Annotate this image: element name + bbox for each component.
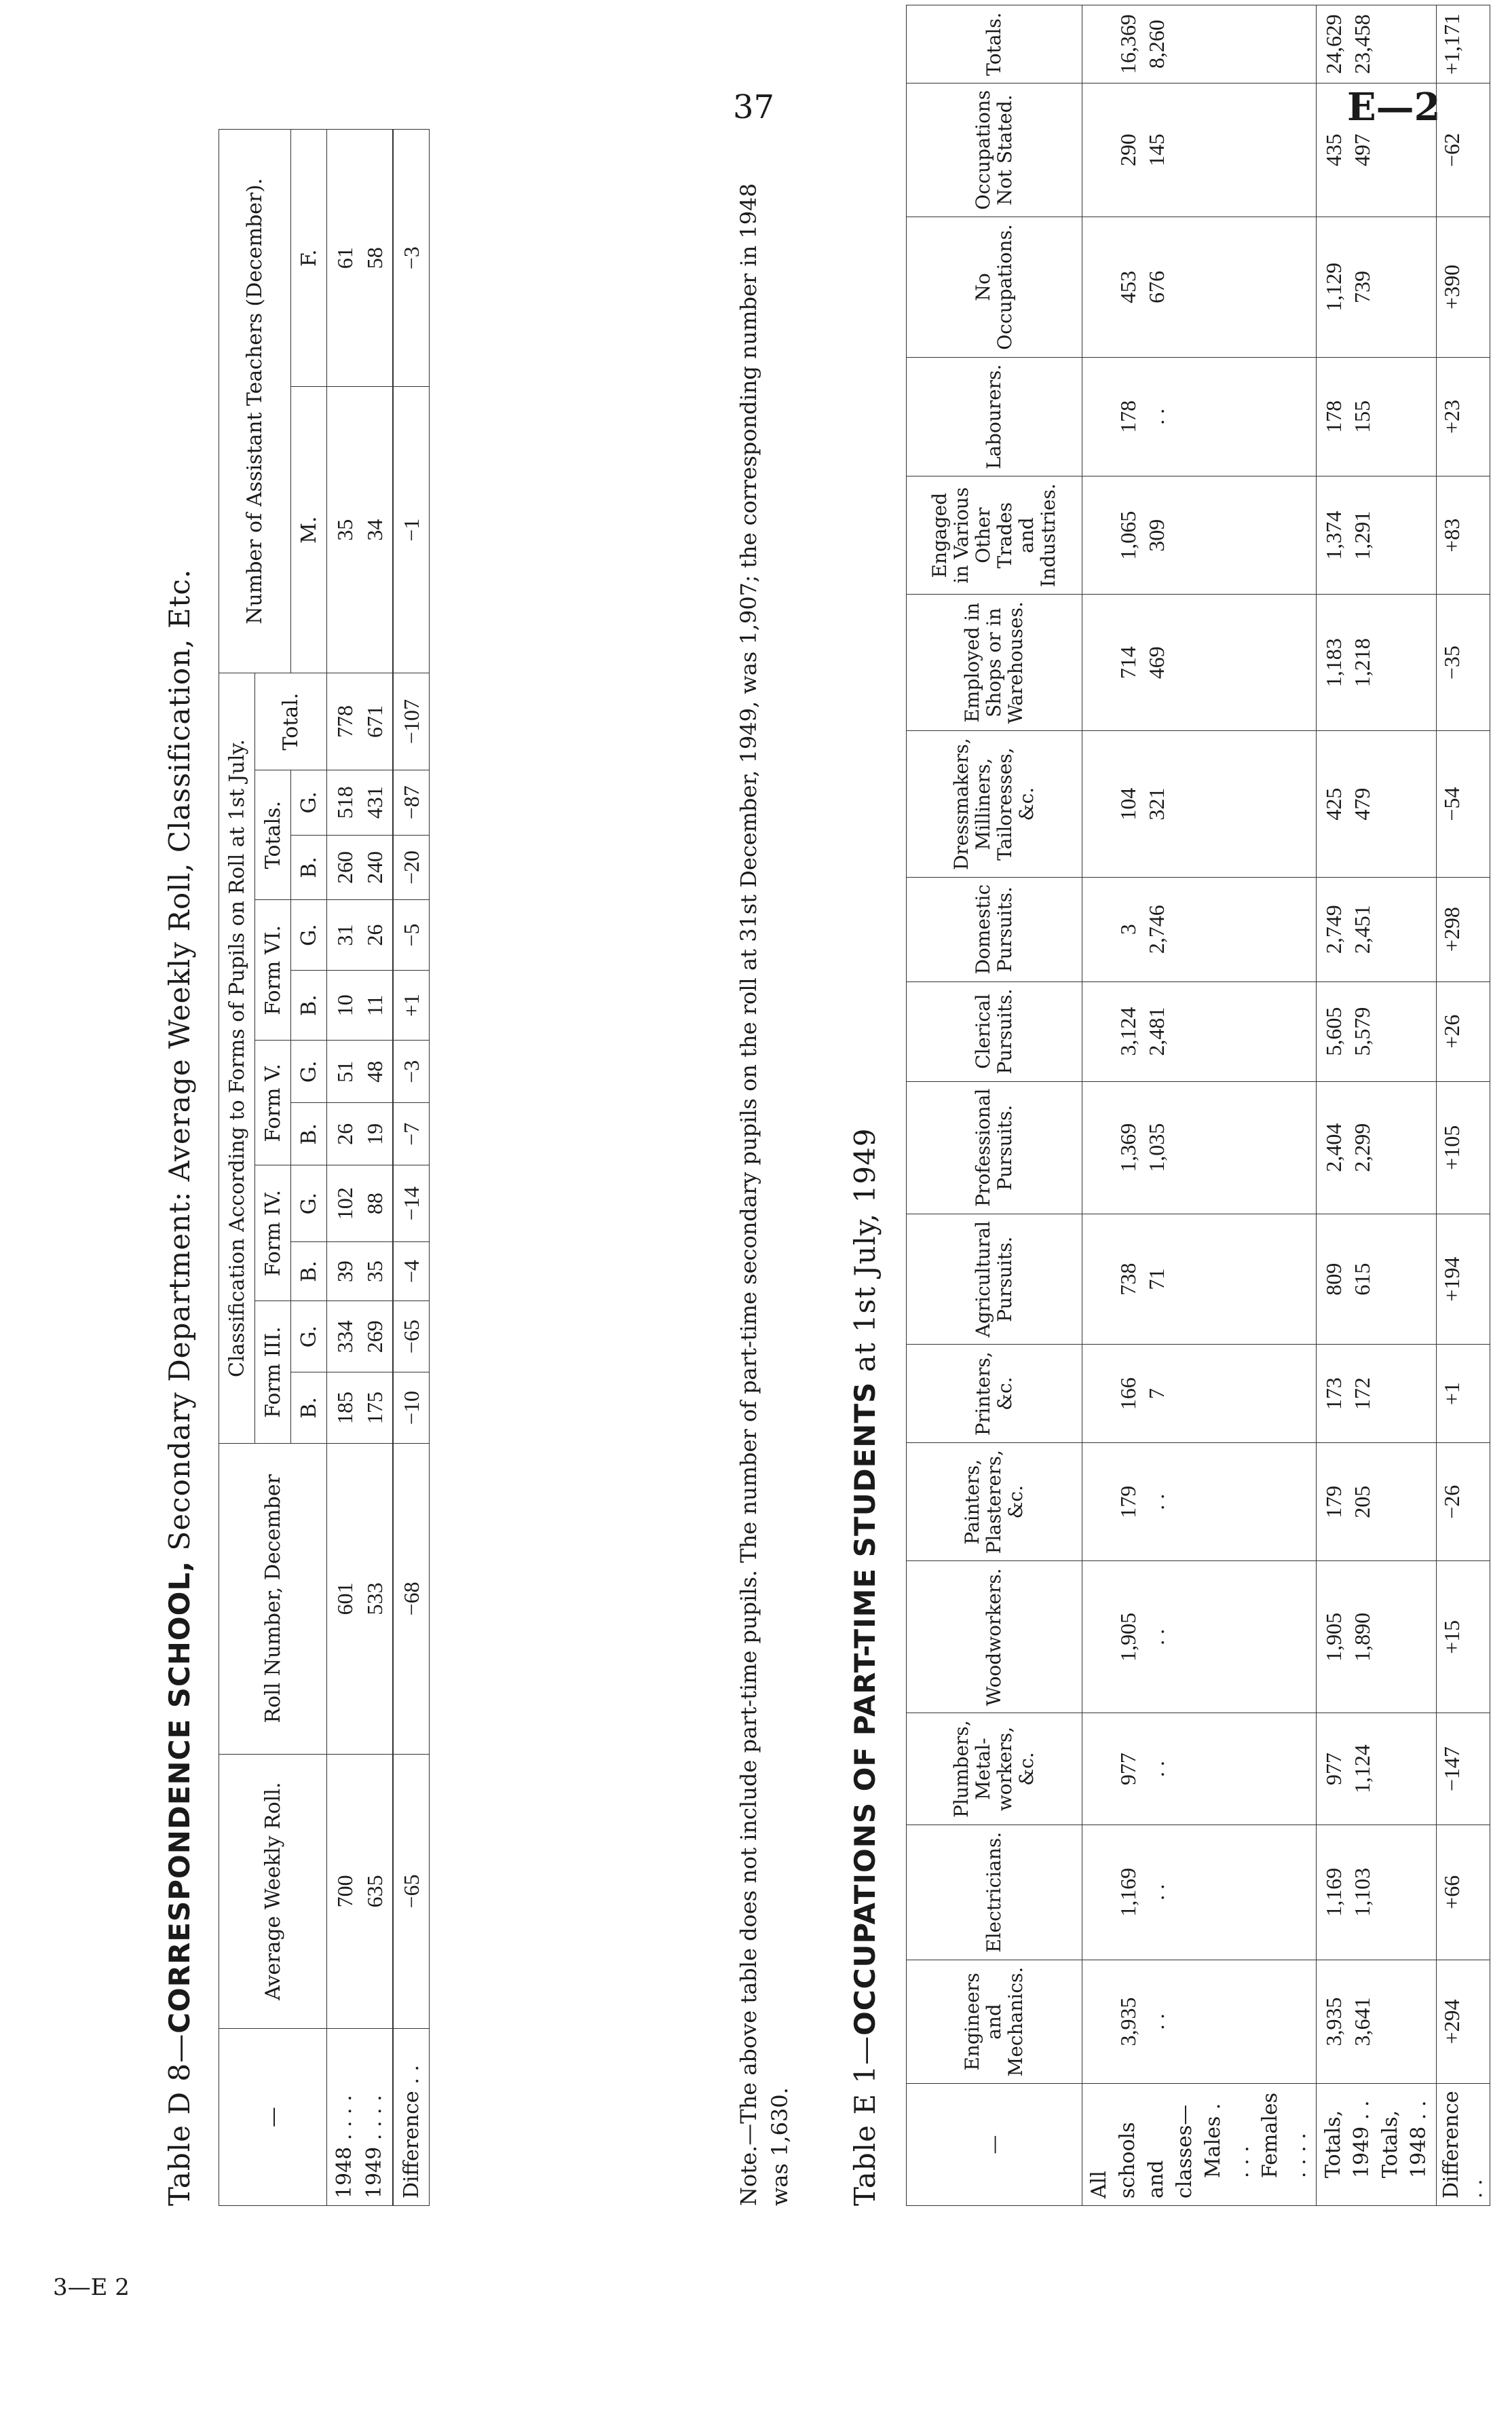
d8-f-header: F. [291,130,327,387]
d8-form3-header: Form III. [255,1301,291,1444]
d8-cell: 260 240 [327,835,394,900]
e1-cell: 1,905 . . [1082,1561,1317,1713]
d8-row-labels [327,2029,394,2206]
d8-row-label: 1949 . . . . [362,2095,386,2199]
table-e1-title [848,1127,882,2206]
e1-cell: −35 [1437,595,1490,731]
d8-cell: 102 88 [327,1165,394,1242]
d8-cell: 601 533 [327,1444,394,1755]
table-d8-label: Table D 8— [163,2033,196,2206]
e1-cell: +23 [1437,357,1490,476]
e1-cell: 179 . . [1082,1443,1317,1561]
d8-cell: 31 26 [327,900,394,971]
d8-cell: −1 [393,387,430,673]
table-row [1437,5,1490,2206]
e1-col-header: Engineers and Mechanics. [907,1960,1082,2084]
e1-cell: 1,169 . . [1082,1825,1317,1960]
e1-cell: 166 7 [1082,1345,1317,1443]
d8-g-header: G. [291,1301,327,1372]
table-row [1082,5,1317,2206]
d8-roll-number-header: Roll Number, December [219,1444,327,1755]
d8-cell: 10 11 [327,970,394,1041]
e1-col-header: Totals. [907,5,1082,83]
table-d8-title [163,569,196,2206]
d8-form4-header: Form IV. [255,1165,291,1301]
e1-cell: +1,171 [1437,5,1490,83]
e1-cell: 1,129 739 [1317,217,1437,357]
e1-cell: 977 . . [1082,1713,1317,1825]
d8-b-header: B. [291,1103,327,1165]
page-code: E—2 [1347,85,1441,130]
e1-cell: +83 [1437,476,1490,595]
d8-b-header: B. [291,970,327,1041]
d8-row-label: 1948 . . . . [333,2095,356,2199]
e1-cell: 290 145 [1082,83,1317,217]
d8-cell: 518 431 [327,770,394,835]
table-row [393,130,430,2206]
d8-b-header: B. [291,835,327,900]
table-e1-label: Table E 1— [848,2035,882,2206]
e1-cell: 178 . . [1082,357,1317,476]
e1-cell: 714 469 [1082,595,1317,731]
d8-difference-label: Difference . . [393,2029,430,2206]
d8-g-header: G. [291,900,327,971]
d8-cell: −65 [393,1754,430,2028]
e1-cell: −147 [1437,1713,1490,1825]
e1-cell: 3,935 3,641 [1317,1960,1437,2084]
e1-cell: 453 676 [1082,217,1317,357]
d8-cell: −10 [393,1372,430,1444]
e1-cell: +298 [1437,877,1490,981]
e1-cell: 1,369 1,035 [1082,1081,1317,1214]
d8-assistants-header: Number of Assistant Teachers (December). [219,130,291,673]
e1-col-header: Occupations Not Stated. [907,83,1082,217]
d8-m-header: M. [291,387,327,673]
page-number: 37 [733,88,775,126]
d8-b-header: B. [291,1372,327,1444]
e1-cell: 5,605 5,579 [1317,981,1437,1081]
e1-cell: 1,065 309 [1082,476,1317,595]
e1-cell: +15 [1437,1561,1490,1713]
e1-col-header: Professional Pursuits. [907,1081,1082,1214]
e1-col-header: Clerical Pursuits. [907,981,1082,1081]
e1-cell: +294 [1437,1960,1490,2084]
e1-col-header: Engaged in Various Other Trades and Industries. [907,476,1082,595]
table-e1-title-rest: at 1st July, 1949 [848,1127,882,1372]
d8-cell: 778 671 [327,673,394,770]
e1-cell: 24,629 23,458 [1317,5,1437,83]
e1-cell: 173 172 [1317,1345,1437,1443]
e1-cell: 1,374 1,291 [1317,476,1437,595]
e1-col-header: Employed in Shops or in Warehouses. [907,595,1082,731]
e1-cell: +194 [1437,1214,1490,1344]
e1-cell: 3,124 2,481 [1082,981,1317,1081]
e1-cell: +105 [1437,1081,1490,1214]
e1-cell: 179 205 [1317,1443,1437,1561]
d8-g-header: G. [291,1165,327,1242]
d8-cell: 51 48 [327,1041,394,1103]
e1-cell: +390 [1437,217,1490,357]
d8-cell: −5 [393,900,430,971]
e1-col-header: No Occupations. [907,217,1082,357]
e1-cell: 2,749 2,451 [1317,877,1437,981]
d8-g-header: G. [291,770,327,835]
d8-cell: 185 175 [327,1372,394,1444]
e1-total-labels [1317,2084,1437,2206]
e1-cell: 1,169 1,103 [1317,1825,1437,1960]
d8-cell: −87 [393,770,430,835]
e1-row-label: Totals, 1949 . . [1321,2100,1374,2178]
d8-cell: −20 [393,835,430,900]
e1-cell: 2,404 2,299 [1317,1081,1437,1214]
d8-cell: −3 [393,130,430,387]
e1-cell: 425 479 [1317,731,1437,878]
e1-cell: +66 [1437,1825,1490,1960]
d8-cell: 334 269 [327,1301,394,1372]
e1-cell: 435 497 [1317,83,1437,217]
e1-cell: +1 [1437,1345,1490,1443]
e1-col-header: Plumbers, Metal-workers, &c. [907,1713,1082,1825]
table-d8-title-rest: Secondary Department: Average Weekly Roll, Classification, Etc. [163,568,196,1551]
d8-form6-header: Form VI. [255,900,291,1041]
e1-col-header: Labourers. [907,357,1082,476]
e1-cell: 1,183 1,218 [1317,595,1437,731]
e1-cell: 16,369 8,260 [1082,5,1317,83]
e1-col-header: Domestic Pursuits. [907,877,1082,981]
table-d8 [219,129,430,2206]
e1-cell: 1,905 1,890 [1317,1561,1437,1713]
d8-g-header: G. [291,1041,327,1103]
d8-cell: 39 35 [327,1241,394,1301]
table-e1 [906,5,1490,2206]
d8-cell: −107 [393,673,430,770]
d8-classification-header: Classification According to Forms of Pupils on Roll at 1st July. [219,673,255,1444]
e1-cell: −26 [1437,1443,1490,1561]
e1-col-header: Woodworkers. [907,1561,1082,1713]
e1-cell: 3 2,746 [1082,877,1317,981]
e1-dash-header: — [907,2084,1082,2206]
e1-col-header: Dressmakers, Milliners, Tailoresses, &c. [907,731,1082,878]
e1-row-labels [1082,2084,1317,2206]
d8-avg-roll-header: Average Weekly Roll. [219,1754,327,2028]
e1-col-header: Painters, Plasterers, &c. [907,1443,1082,1561]
d8-cell: −4 [393,1241,430,1301]
d8-cell: 700 635 [327,1754,394,2028]
d8-cell: 26 19 [327,1103,394,1165]
footer-code: 3—E 2 [53,2274,130,2301]
e1-row-label: Females . . . . [1258,2092,1310,2178]
d8-cell: −14 [393,1165,430,1242]
e1-col-header: Electricians. [907,1825,1082,1960]
e1-cell: 178 155 [1317,357,1437,476]
d8-cell: −7 [393,1103,430,1165]
e1-difference-label: Difference . . [1437,2084,1490,2206]
e1-group-label: All schools and classes— [1087,2104,1196,2199]
e1-col-header: Printers, &c. [907,1345,1082,1443]
e1-cell: 809 615 [1317,1214,1437,1344]
d8-form5-header: Form V. [255,1041,291,1165]
table-row [1317,5,1437,2206]
table-d8-note: Note.—The above table does not include part-time pupils. The number of part-time secondary pupils on the roll at 31st December, 1949, was 1,907; the corresponding number in 1948 was 1,630. [736,183,793,2206]
d8-cell: −3 [393,1041,430,1103]
table-e1-title-bold: OCCUPATIONS OF PART-TIME STUDENTS [848,1381,882,2036]
e1-col-header: Agricultural Pursuits. [907,1214,1082,1344]
e1-cell: +26 [1437,981,1490,1081]
e1-cell: 977 1,124 [1317,1713,1437,1825]
e1-cell: 104 321 [1082,731,1317,878]
table-row [327,130,394,2206]
d8-cell: +1 [393,970,430,1041]
d8-b-header: B. [291,1241,327,1301]
d8-dash-header: — [219,2029,327,2206]
e1-cell: 3,935 . . [1082,1960,1317,2084]
d8-cell: 35 34 [327,387,394,673]
d8-totals-header: Totals. [255,770,291,899]
d8-cell: −65 [393,1301,430,1372]
d8-cell: −68 [393,1444,430,1755]
table-d8-title-bold: CORRESPONDENCE SCHOOL, [163,1560,196,2034]
d8-cell: 61 58 [327,130,394,387]
e1-cell: 738 71 [1082,1214,1317,1344]
e1-cell: −54 [1437,731,1490,878]
d8-total-header: Total. [255,673,327,770]
rotated-content [163,12,1493,2206]
e1-cell: −62 [1437,83,1490,217]
e1-row-label: Males . . . . [1201,2103,1253,2178]
e1-row-label: Totals, 1948 . . [1378,2100,1431,2178]
